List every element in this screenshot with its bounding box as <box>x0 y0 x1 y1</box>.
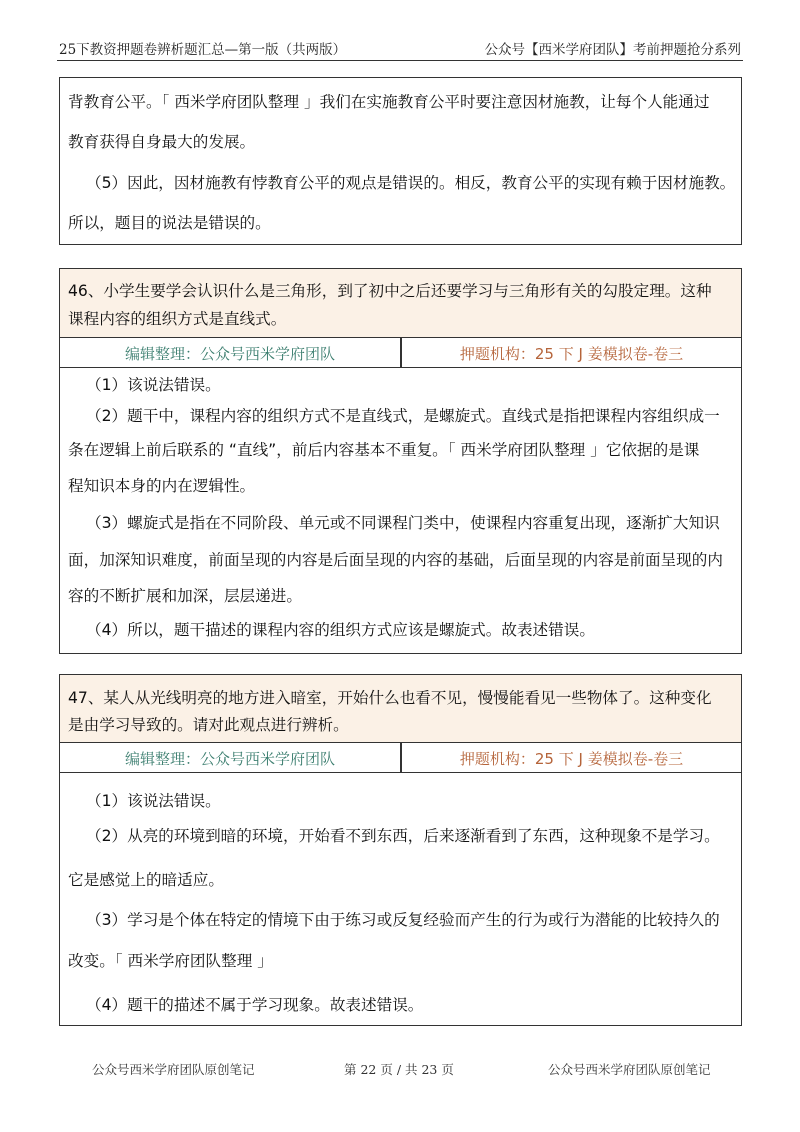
editor-credit: 编辑整理：公众号西米学府团队 <box>124 750 335 768</box>
answer-line: （1）该说法错误。 <box>86 792 221 810</box>
question-header <box>60 269 741 338</box>
question-text-line: 课程内容的组织方式是直线式。 <box>68 310 287 328</box>
answer-line: （3）螺旋式是指在不同阶段、单元或不同课程门类中，使课程内容重复出现，逐渐扩大知识 <box>86 514 720 532</box>
answer-line: （4）题干的描述不属于学习现象。故表述错误。 <box>86 996 424 1014</box>
source-credit: 押题机构：25 下 J 姜模拟卷-卷三 <box>459 750 684 768</box>
question-box-47 <box>59 674 742 1026</box>
answer-line: （5）因此，因材施教有悖教育公平的观点是错误的。相反，教育公平的实现有赖于因材施教。 <box>86 174 736 192</box>
answer-line: （2）从亮的环境到暗的环境，开始看不到东西，后来逐渐看到了东西，这种现象不是学习。 <box>86 827 720 845</box>
question-text-line: 47、某人从光线明亮的地方进入暗室，开始什么也看不见，慢慢能看见一些物体了。这种变化 <box>68 689 712 707</box>
answer-line: （4）所以，题干描述的课程内容的组织方式应该是螺旋式。故表述错误。 <box>86 621 595 639</box>
answer-line: 容的不断扩展和加深，层层递进。 <box>68 587 302 605</box>
editor-credit: 编辑整理：公众号西米学府团队 <box>124 345 335 363</box>
header-series: 公众号【西米学府团队】考前押题抢分系列 <box>484 42 741 58</box>
question-text-line: 是由学习导致的。请对此观点进行辨析。 <box>68 716 349 734</box>
question-header <box>60 675 741 743</box>
answer-line: （1）该说法错误。 <box>86 376 221 394</box>
page-number: 第 22 页 / 共 23 页 <box>344 1062 454 1077</box>
source-credit: 押题机构：25 下 J 姜模拟卷-卷三 <box>459 345 684 363</box>
answer-line: 它是感觉上的暗适应。 <box>68 871 224 889</box>
answer-line: 背教育公平。「 西米学府团队整理 」我们在实施教育公平时要注意因材施教，让每个人能通过 <box>68 93 710 111</box>
answer-line: 程知识本身的内在逻辑性。 <box>68 477 256 495</box>
continuation-box <box>59 77 742 245</box>
answer-line: 面，加深知识难度，前面呈现的内容是后面呈现的内容的基础，后面呈现的内容是前面呈现的内 <box>68 551 723 569</box>
meta-row <box>60 742 741 773</box>
footer-left-note: 公众号西米学府团队原创笔记 <box>92 1062 255 1077</box>
answer-line: 条在逻辑上前后联系的 “直线”，前后内容基本不重复。「 西米学府团队整理 」它依据的是课 <box>68 441 700 459</box>
header-title: 25下教资押题卷辨析题汇总—第一版（共两版） <box>59 42 347 58</box>
question-box-46 <box>59 268 742 654</box>
answer-line: 改变。「 西米学府团队整理 」 <box>68 952 273 970</box>
footer-right-note: 公众号西米学府团队原创笔记 <box>548 1062 711 1077</box>
answer-line: 所以，题目的说法是错误的。 <box>68 214 271 232</box>
question-text-line: 46、小学生要学会认识什么是三角形，到了初中之后还要学习与三角形有关的勾股定理。这种 <box>68 282 712 300</box>
meta-row <box>60 337 741 368</box>
page-header <box>57 34 743 61</box>
answer-line: 教育获得自身最大的发展。 <box>68 133 256 151</box>
answer-line: （3）学习是个体在特定的情境下由于练习或反复经验而产生的行为或行为潜能的比较持久的 <box>86 911 720 929</box>
answer-line: （2）题干中，课程内容的组织方式不是直线式，是螺旋式。直线式是指把课程内容组织成一 <box>86 407 720 425</box>
